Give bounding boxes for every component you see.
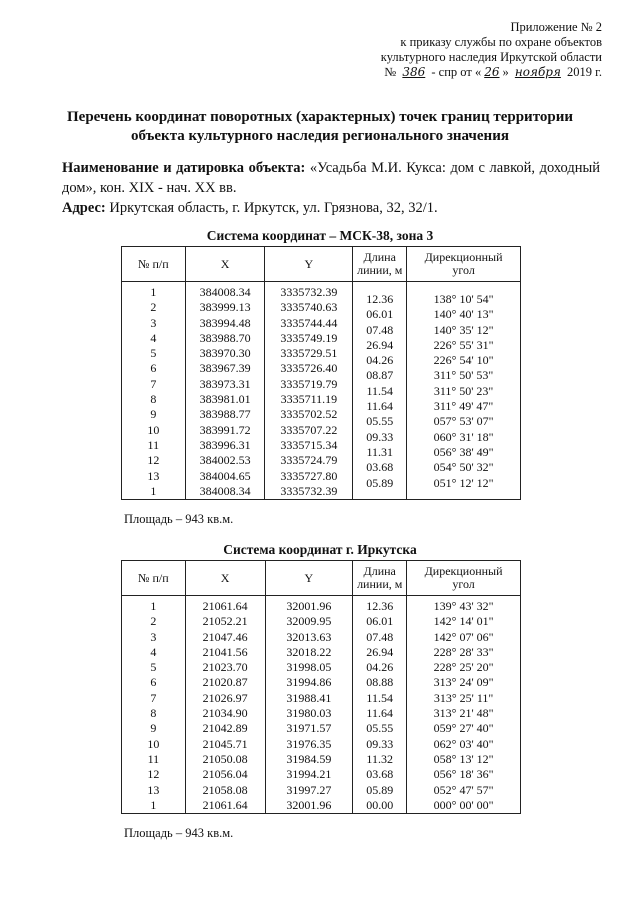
cell-x: 383988.77 xyxy=(185,407,265,422)
cell-angle: 059° 27' 40" xyxy=(407,721,521,736)
cell-num: 6 xyxy=(122,675,186,690)
cell-angle: 142° 07' 06" xyxy=(407,630,521,645)
cell-angle xyxy=(407,491,521,507)
cell-angle: 142° 14' 01" xyxy=(407,614,521,629)
object-info xyxy=(62,158,600,218)
header-x: X xyxy=(185,561,265,596)
cell-num: 1 xyxy=(122,798,186,814)
cell-num: 1 xyxy=(122,282,186,301)
cell-x: 383981.01 xyxy=(185,392,265,407)
cell-angle: 056° 18' 36" xyxy=(407,767,521,782)
table-row xyxy=(122,596,521,615)
cell-angle: 228° 25' 20" xyxy=(407,660,521,675)
header-y: Y xyxy=(265,561,353,596)
cell-x: 21026.97 xyxy=(185,691,265,706)
cell-x: 21056.04 xyxy=(185,767,265,782)
header-length-line1: Длина xyxy=(363,564,396,578)
cell-y: 3335740.63 xyxy=(265,300,353,315)
object-address-paragraph xyxy=(62,198,600,218)
cell-length: 04.26 xyxy=(353,660,407,675)
table-row xyxy=(122,706,521,721)
cell-y: 31984.59 xyxy=(265,752,353,767)
cell-num: 13 xyxy=(122,783,186,798)
cell-length: 11.54 xyxy=(353,384,407,399)
table1-title: Система координат – МСК-38, зона 3 xyxy=(206,228,434,243)
cell-num: 6 xyxy=(122,361,186,376)
cell-length xyxy=(353,491,407,507)
cell-length: 11.64 xyxy=(353,399,407,414)
table-row xyxy=(122,737,521,752)
cell-x: 21023.70 xyxy=(185,660,265,675)
cell-y: 31971.57 xyxy=(265,721,353,736)
header-num: № п/п xyxy=(122,561,186,596)
cell-length: 06.01 xyxy=(353,614,407,629)
header-length xyxy=(353,561,407,596)
object-name-value: «Усадьба М.И. Кукса: дом с лавкой, доходный дом», кон. XIX - нач. XX вв. xyxy=(62,160,601,196)
cell-x: 21061.64 xyxy=(185,596,265,615)
cell-angle: 226° 54' 10" xyxy=(407,353,521,368)
cell-length: 03.68 xyxy=(353,460,407,475)
cell-angle: 140° 35' 12" xyxy=(407,323,521,338)
header-angle-line1: Дирекционный xyxy=(424,250,503,264)
cell-y: 31998.05 xyxy=(265,660,353,675)
cell-x: 21045.71 xyxy=(185,737,265,752)
document-title xyxy=(30,108,610,146)
table2-title: Система координат г. Иркутска xyxy=(223,542,417,557)
cell-y: 3335727.80 xyxy=(265,469,353,484)
cell-y: 3335749.19 xyxy=(265,331,353,346)
cell-num: 2 xyxy=(122,300,186,315)
header-length xyxy=(353,247,407,282)
cell-num: 5 xyxy=(122,346,186,361)
table-row xyxy=(122,675,521,690)
cell-angle: 057° 53' 07" xyxy=(407,414,521,429)
cell-x: 21034.90 xyxy=(185,706,265,721)
cell-x: 21061.64 xyxy=(185,798,265,814)
cell-y: 3335715.34 xyxy=(265,438,353,453)
cell-y: 31994.21 xyxy=(265,767,353,782)
cell-angle: 313° 24' 09" xyxy=(407,675,521,690)
cell-num: 11 xyxy=(122,438,186,453)
cell-angle: 313° 21' 48" xyxy=(407,706,521,721)
cell-num: 3 xyxy=(122,630,186,645)
title-line-2: объекта культурного наследия регионального значения xyxy=(131,128,509,144)
cell-angle: 226° 55' 31" xyxy=(407,338,521,353)
cell-angle: 056° 38' 49" xyxy=(407,445,521,460)
order-number-prefix: № xyxy=(384,65,397,79)
cell-num: 4 xyxy=(122,645,186,660)
cell-y: 32009.95 xyxy=(265,614,353,629)
coordinates-table-msk38 xyxy=(121,246,521,500)
cell-angle: 228° 28' 33" xyxy=(407,645,521,660)
cell-x: 383996.31 xyxy=(185,438,265,453)
cell-num: 1 xyxy=(122,484,186,500)
cell-x: 383973.31 xyxy=(185,377,265,392)
cell-y: 3335724.79 xyxy=(265,453,353,468)
cell-y: 32018.22 xyxy=(265,645,353,660)
cell-length: 05.89 xyxy=(353,783,407,798)
cell-length: 26.94 xyxy=(353,645,407,660)
cell-num: 8 xyxy=(122,706,186,721)
order-day-close: » xyxy=(502,65,509,79)
cell-y: 31980.03 xyxy=(265,706,353,721)
cell-y: 31994.86 xyxy=(265,675,353,690)
cell-y: 32001.96 xyxy=(265,596,353,615)
cell-length: 11.32 xyxy=(353,752,407,767)
cell-x: 383991.72 xyxy=(185,423,265,438)
cell-length: 06.01 xyxy=(353,307,407,322)
cell-num: 5 xyxy=(122,660,186,675)
cell-angle: 313° 25' 11" xyxy=(407,691,521,706)
cell-length: 04.26 xyxy=(353,353,407,368)
cell-x: 21042.89 xyxy=(185,721,265,736)
cell-length: 05.55 xyxy=(353,721,407,736)
cell-y: 3335726.40 xyxy=(265,361,353,376)
cell-y: 3335711.19 xyxy=(265,392,353,407)
order-number: 386 xyxy=(402,65,426,79)
cell-num: 10 xyxy=(122,737,186,752)
cell-length: 26.94 xyxy=(353,338,407,353)
cell-length: 09.33 xyxy=(353,430,407,445)
cell-length: 08.87 xyxy=(353,368,407,383)
cell-num: 4 xyxy=(122,331,186,346)
coordinates-table-irkutsk xyxy=(121,560,521,814)
order-day: 26 xyxy=(484,65,500,79)
cell-length: 05.89 xyxy=(353,476,407,491)
table-row xyxy=(122,282,521,301)
header-angle-line2: угол xyxy=(452,263,475,277)
cell-y: 3335732.39 xyxy=(265,484,353,500)
header-length-line2: линии, м xyxy=(357,577,403,591)
table-row xyxy=(122,783,521,798)
appendix-line-1: Приложение № 2 xyxy=(510,20,602,34)
cell-angle: 311° 50' 23" xyxy=(407,384,521,399)
cell-num: 2 xyxy=(122,614,186,629)
cell-num: 12 xyxy=(122,453,186,468)
table2-area: Площадь – 943 кв.м. xyxy=(124,826,234,840)
cell-num: 3 xyxy=(122,316,186,331)
cell-num: 13 xyxy=(122,469,186,484)
table-header-row xyxy=(122,561,521,596)
cell-length: 07.48 xyxy=(353,323,407,338)
cell-y: 3335719.79 xyxy=(265,377,353,392)
cell-y: 31988.41 xyxy=(265,691,353,706)
cell-angle: 060° 31' 18" xyxy=(407,430,521,445)
cell-x: 384008.34 xyxy=(185,484,265,500)
cell-x: 21041.56 xyxy=(185,645,265,660)
table-row xyxy=(122,752,521,767)
cell-x: 21020.87 xyxy=(185,675,265,690)
cell-num: 9 xyxy=(122,407,186,422)
appendix-header xyxy=(302,20,602,80)
cell-x: 383970.30 xyxy=(185,346,265,361)
cell-length: 09.33 xyxy=(353,737,407,752)
cell-x: 383999.13 xyxy=(185,300,265,315)
table-row xyxy=(122,767,521,782)
appendix-line-3: культурного наследия Иркутской области xyxy=(380,50,602,64)
cell-x: 21050.08 xyxy=(185,752,265,767)
table-row xyxy=(122,614,521,629)
cell-num: 10 xyxy=(122,423,186,438)
cell-angle: 311° 49' 47" xyxy=(407,399,521,414)
cell-x: 384002.53 xyxy=(185,453,265,468)
table-row xyxy=(122,630,521,645)
cell-angle: 311° 50' 53" xyxy=(407,368,521,383)
cell-y: 3335707.22 xyxy=(265,423,353,438)
cell-angle: 139° 43' 32" xyxy=(407,596,521,615)
header-num: № п/п xyxy=(122,247,186,282)
object-name-label: Наименование и датировка объекта: xyxy=(62,160,306,176)
header-angle xyxy=(407,561,521,596)
title-line-1: Перечень координат поворотных (характерных) точек границ территории xyxy=(67,109,573,125)
cell-x: 384008.34 xyxy=(185,282,265,301)
cell-angle: 054° 50' 32" xyxy=(407,460,521,475)
header-angle xyxy=(407,247,521,282)
cell-length: 12.36 xyxy=(353,289,407,308)
order-year: 2019 г. xyxy=(567,65,602,79)
cell-x: 383988.70 xyxy=(185,331,265,346)
cell-length: 11.54 xyxy=(353,691,407,706)
table-row xyxy=(122,721,521,736)
table-header-row xyxy=(122,247,521,282)
cell-length: 05.55 xyxy=(353,414,407,429)
cell-length: 00.00 xyxy=(353,798,407,814)
cell-y: 32001.96 xyxy=(265,798,353,814)
header-length-line1: Длина xyxy=(363,250,396,264)
header-y: Y xyxy=(265,247,353,282)
order-month: ноября xyxy=(514,65,561,79)
table1-area: Площадь – 943 кв.м. xyxy=(124,512,234,526)
cell-x: 383967.39 xyxy=(185,361,265,376)
header-angle-line2: угол xyxy=(452,577,475,591)
table-row xyxy=(122,798,521,814)
header-angle-line1: Дирекционный xyxy=(424,564,503,578)
cell-num: 1 xyxy=(122,596,186,615)
cell-y: 31997.27 xyxy=(265,783,353,798)
cell-x: 21047.46 xyxy=(185,630,265,645)
cell-num: 8 xyxy=(122,392,186,407)
cell-y: 3335744.44 xyxy=(265,316,353,331)
cell-num: 7 xyxy=(122,377,186,392)
cell-y: 3335732.39 xyxy=(265,282,353,301)
cell-x: 21058.08 xyxy=(185,783,265,798)
cell-x: 383994.48 xyxy=(185,316,265,331)
header-length-line2: линии, м xyxy=(357,263,403,277)
table-row xyxy=(122,691,521,706)
table-row xyxy=(122,645,521,660)
order-date-prefix: - спр от « xyxy=(431,65,482,79)
object-address-value: Иркутская область, г. Иркутск, ул. Грязнова, 32, 32/1. xyxy=(109,200,438,216)
cell-length: 11.64 xyxy=(353,706,407,721)
cell-x: 21052.21 xyxy=(185,614,265,629)
cell-length: 08.88 xyxy=(353,675,407,690)
cell-y: 3335702.52 xyxy=(265,407,353,422)
cell-angle: 140° 40' 13" xyxy=(407,307,521,322)
cell-num: 7 xyxy=(122,691,186,706)
object-name-paragraph xyxy=(62,158,600,198)
cell-length: 07.48 xyxy=(353,630,407,645)
cell-angle: 138° 10' 54" xyxy=(407,289,521,308)
cell-angle: 062° 03' 40" xyxy=(407,737,521,752)
cell-x: 384004.65 xyxy=(185,469,265,484)
appendix-order-line xyxy=(302,65,602,80)
table-row xyxy=(122,660,521,675)
object-address-label: Адрес: xyxy=(62,200,106,216)
header-x: X xyxy=(185,247,265,282)
cell-angle: 000° 00' 00" xyxy=(407,798,521,814)
cell-num: 11 xyxy=(122,752,186,767)
cell-length: 03.68 xyxy=(353,767,407,782)
cell-length: 12.36 xyxy=(353,596,407,615)
cell-angle: 052° 47' 57" xyxy=(407,783,521,798)
cell-angle: 058° 13' 12" xyxy=(407,752,521,767)
cell-angle: 051° 12' 12" xyxy=(407,476,521,491)
cell-length: 11.31 xyxy=(353,445,407,460)
cell-y: 3335729.51 xyxy=(265,346,353,361)
appendix-line-2: к приказу службы по охране объектов xyxy=(400,35,602,49)
cell-y: 31976.35 xyxy=(265,737,353,752)
cell-num: 9 xyxy=(122,721,186,736)
cell-y: 32013.63 xyxy=(265,630,353,645)
cell-num: 12 xyxy=(122,767,186,782)
